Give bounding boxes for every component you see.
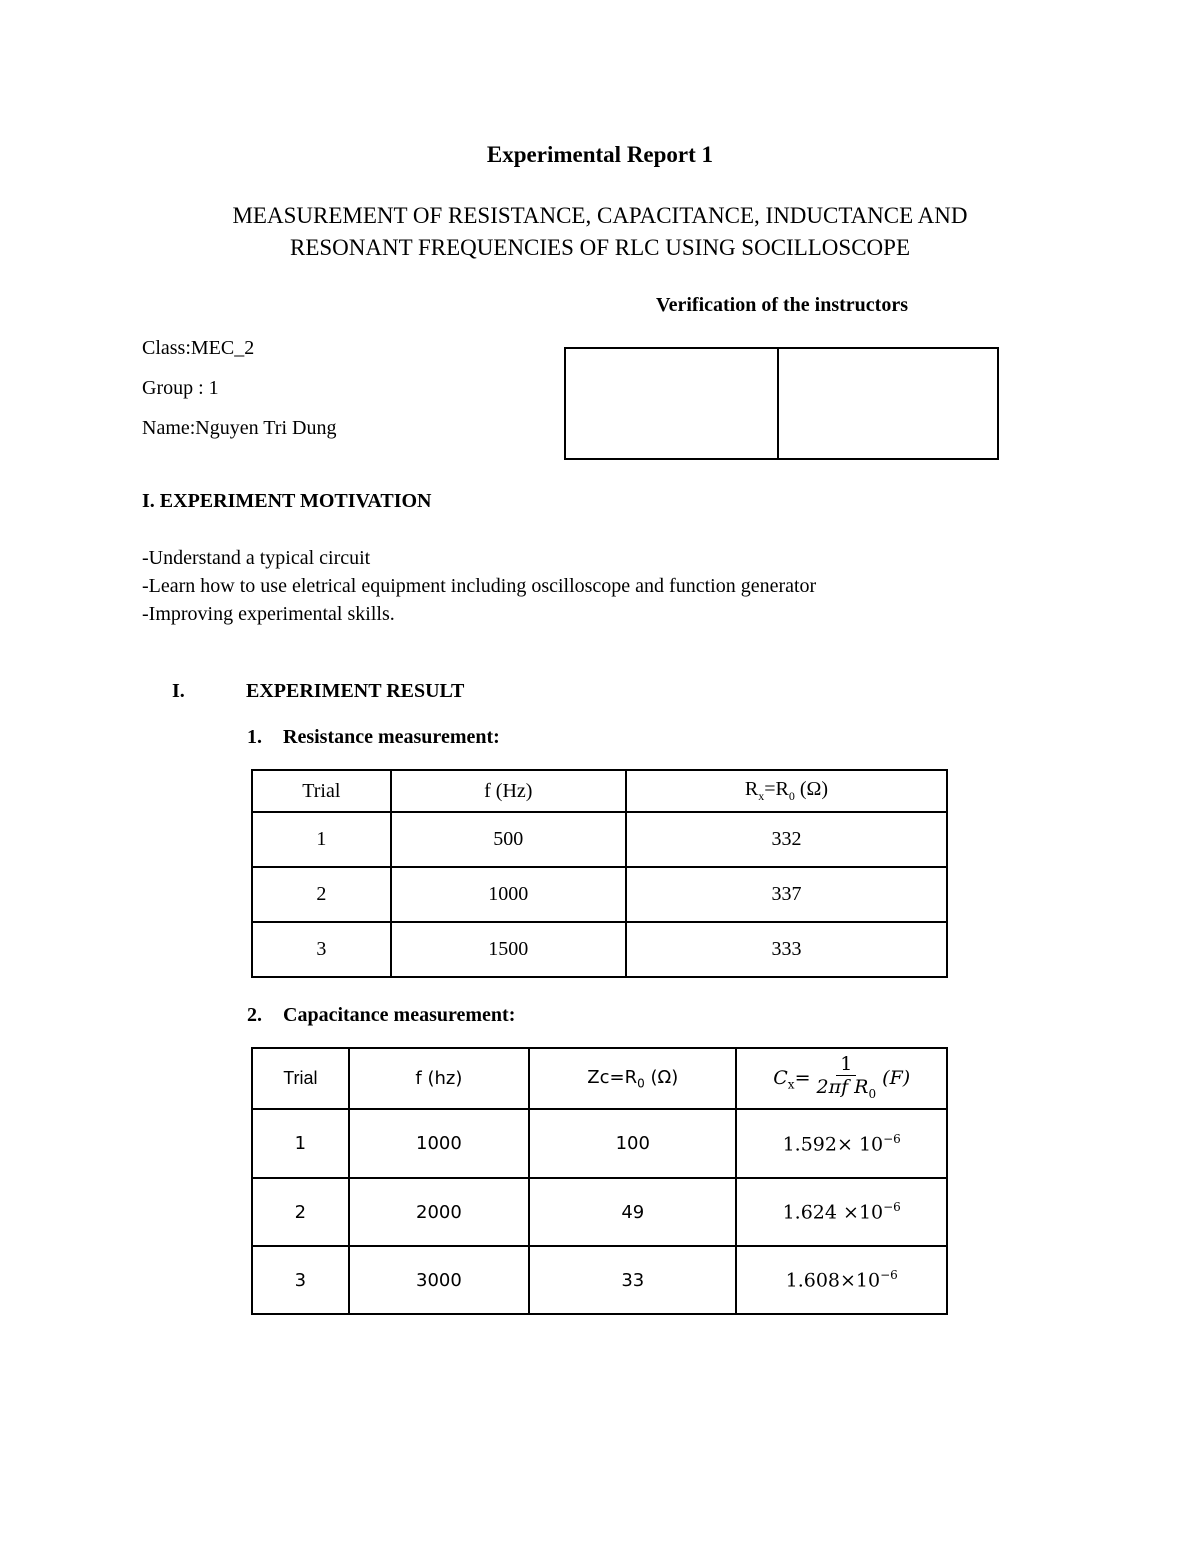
resistance-cell: 333 [626,922,947,977]
resistance-heading [247,726,500,749]
frequency-cell: 3000 [349,1246,529,1314]
capacitance-number: 2. [247,1004,262,1026]
resistance-cell: 332 [626,812,947,867]
trial-cell: 1 [252,812,391,867]
capacitance-cell: $1.624 \times 10^{-6}$ [736,1178,947,1246]
trial-cell: 3 [252,1246,349,1314]
table-row [252,1246,947,1314]
header-resistance: $R_x=R_0$ (Ω) [626,770,947,812]
motivation-list [142,544,816,628]
frequency-cell: 1000 [391,867,626,922]
table-row [252,1178,947,1246]
subtitle-line-1: MEASUREMENT OF RESISTANCE, CAPACITANCE, INDUCTANCE AND [232,203,968,228]
capacitance-cell: $1.592\times 10^{-6}$ [736,1109,947,1178]
subtitle-line-2: RESONANT FREQUENCIES OF RLC USING SOCILLOSCOPE [289,235,910,260]
table-header-row [252,770,947,812]
impedance-cell: 33 [529,1246,736,1314]
trial-cell: 1 [252,1109,349,1178]
result-numeral: I. [172,680,185,702]
verification-cell-1 [566,349,779,458]
result-title: EXPERIMENT RESULT [246,680,465,702]
table-row [252,812,947,867]
result-heading [172,680,464,703]
impedance-cell: 100 [529,1109,736,1178]
header-capacitance-formula: $C_x=$ $\frac{1}{2\pi f R_0}$ (F) [736,1048,947,1109]
capacitance-table [251,1047,948,1315]
name-info: Name:Nguyen Tri Dung [142,417,337,439]
motivation-item: -Improving experimental skills. [142,603,395,625]
motivation-item: -Learn how to use eletrical equipment including oscilloscope and function generator [142,575,817,597]
frequency-cell: 500 [391,812,626,867]
resistance-title: Resistance measurement: [283,726,500,748]
verification-title: Verification of the instructors [656,294,908,316]
table-row [252,867,947,922]
trial-cell: 2 [252,1178,349,1246]
capacitance-cell: $1.608\times 10^{-6}$ [736,1246,947,1314]
capacitance-heading [247,1004,515,1027]
header-trial: Trial [252,770,391,812]
verification-box [564,347,999,460]
frequency-cell: 1000 [349,1109,529,1178]
header-trial: Trial [252,1048,349,1109]
frequency-cell: 2000 [349,1178,529,1246]
frequency-cell: 1500 [391,922,626,977]
resistance-number: 1. [247,726,262,748]
table-row [252,1109,947,1178]
report-title: Experimental Report 1 [486,142,714,167]
resistance-cell: 337 [626,867,947,922]
impedance-cell: 49 [529,1178,736,1246]
capacitance-title: Capacitance measurement: [283,1004,516,1026]
header-impedance: $Zc=R_0$ (Ω) [529,1048,736,1109]
trial-cell: 2 [252,867,391,922]
resistance-table [251,769,948,978]
class-info: Class:MEC_2 [142,337,255,359]
verification-cell-2 [779,349,997,458]
header-frequency: f (hz) [349,1048,529,1109]
table-header-row [252,1048,947,1109]
motivation-heading: I. EXPERIMENT MOTIVATION [142,490,432,512]
formula-fraction: $\frac{1}{2\pi f R_0}$ [816,1052,877,1101]
group-info: Group : 1 [142,377,219,399]
header-frequency: f (Hz) [391,770,626,812]
report-subtitle [0,200,1200,264]
motivation-item: -Understand a typical circuit [142,547,371,569]
trial-cell: 3 [252,922,391,977]
table-row [252,922,947,977]
